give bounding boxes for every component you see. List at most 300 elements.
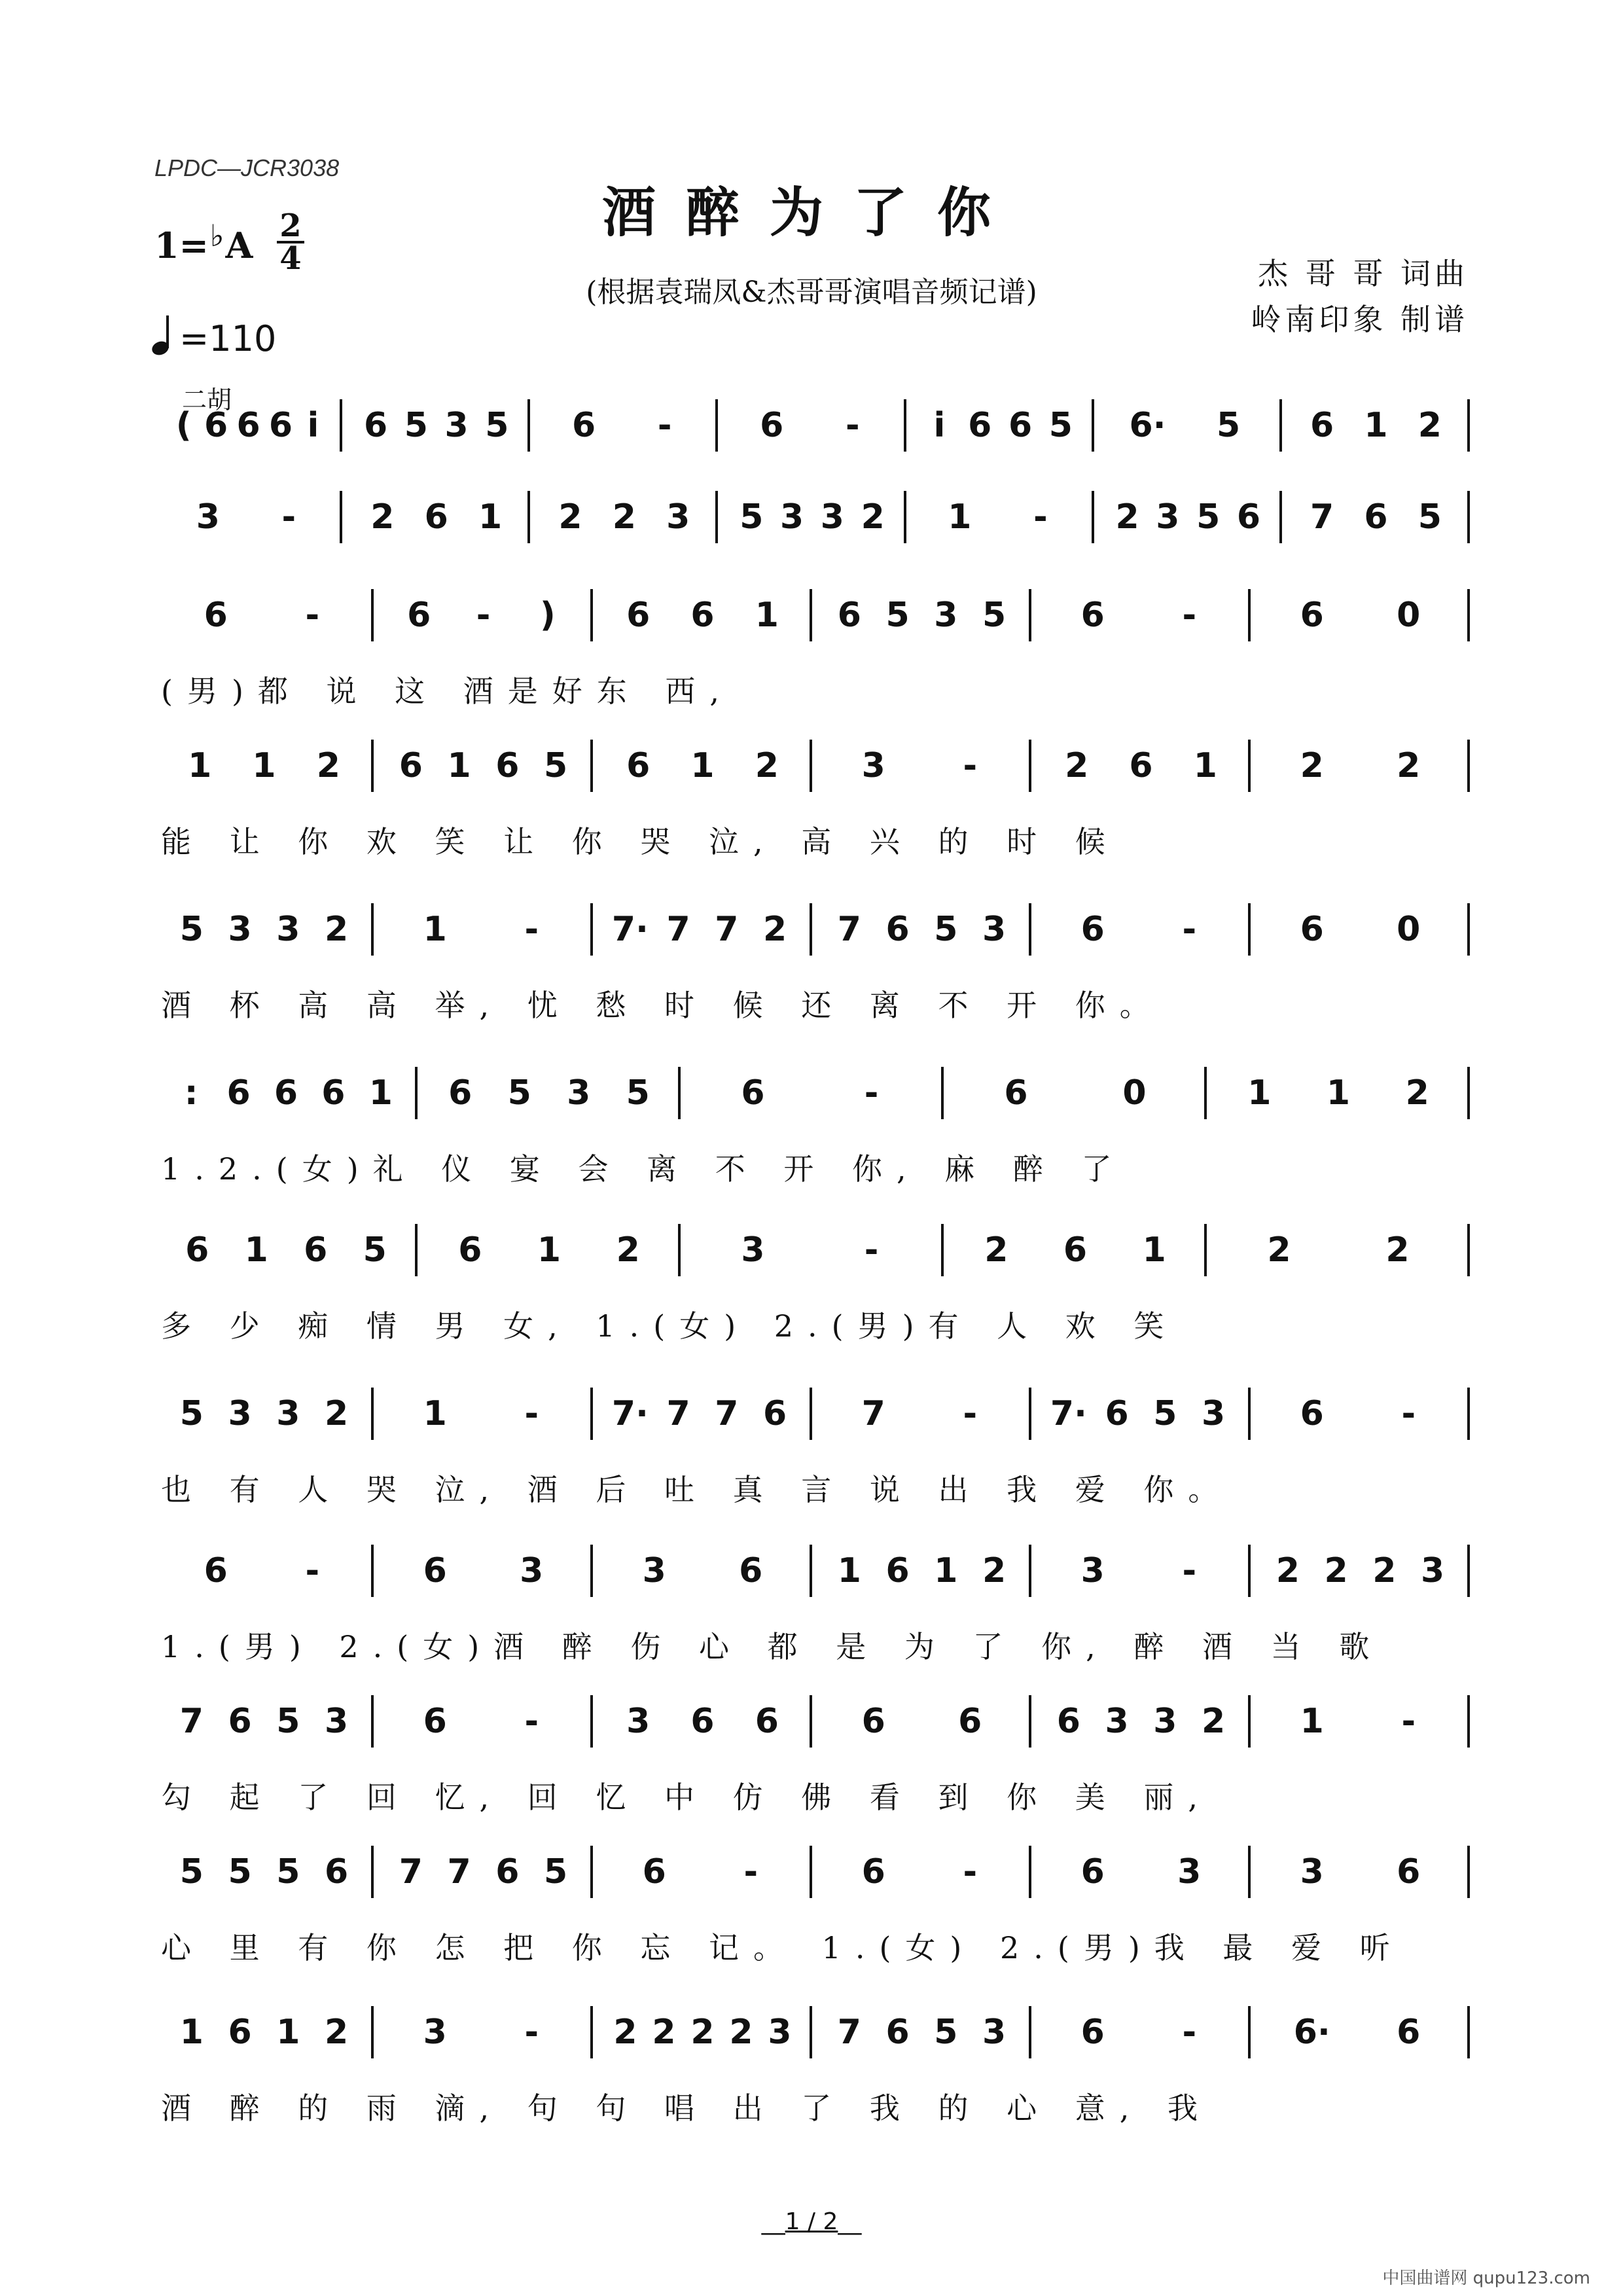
note: 6 bbox=[760, 406, 784, 445]
note: 2 bbox=[1115, 497, 1139, 537]
note: - bbox=[963, 746, 978, 785]
bar-line bbox=[1248, 1388, 1251, 1440]
note: 3 bbox=[820, 497, 844, 537]
note: 5 bbox=[276, 1702, 300, 1741]
note: 0 bbox=[1397, 910, 1421, 949]
note: 3 bbox=[325, 1702, 349, 1741]
note: 6 bbox=[885, 910, 910, 949]
credit-composer: 杰 哥 哥 词曲 bbox=[1258, 256, 1469, 291]
note: - bbox=[1033, 497, 1048, 537]
bar-line bbox=[941, 1067, 944, 1119]
note: 2 bbox=[763, 910, 787, 949]
note: 3 bbox=[780, 497, 804, 537]
note: 3 bbox=[982, 2013, 1007, 2052]
note: 1 bbox=[1193, 746, 1217, 785]
note: 3 bbox=[1300, 1852, 1324, 1892]
note: 5 bbox=[740, 497, 764, 537]
bar-line bbox=[1248, 589, 1251, 641]
note: 6 bbox=[204, 406, 228, 445]
note: 2 bbox=[982, 1551, 1007, 1590]
note: 6 bbox=[1300, 910, 1324, 949]
note: 6 bbox=[458, 1230, 482, 1270]
bar-line bbox=[1467, 1067, 1470, 1119]
note: 5 bbox=[1418, 497, 1442, 537]
bar-line bbox=[715, 491, 718, 543]
lyric-line: 也 有 人 哭 泣, 酒 后 吐 真 言 说 出 我 爱 你。 bbox=[161, 1472, 1233, 1507]
note: 3 bbox=[444, 406, 469, 445]
note: 3 bbox=[228, 910, 252, 949]
credit-arranger: 岭南印象 制谱 bbox=[1251, 302, 1469, 337]
note: 5 bbox=[626, 1073, 650, 1113]
note: 1 bbox=[948, 497, 972, 537]
note: 2 bbox=[1397, 746, 1421, 785]
note: 5 bbox=[982, 596, 1007, 635]
note: - bbox=[1182, 596, 1197, 635]
bar-line bbox=[810, 1695, 812, 1748]
note: - bbox=[524, 910, 539, 949]
note: 6 bbox=[1397, 1852, 1421, 1892]
note: - bbox=[743, 1852, 758, 1892]
tempo-marking: =110 bbox=[152, 318, 276, 359]
note: 6 bbox=[1080, 2013, 1105, 2052]
bar-line bbox=[1279, 491, 1282, 543]
note: 6 bbox=[626, 596, 651, 635]
bar-line bbox=[1467, 740, 1470, 792]
note: 2 bbox=[325, 910, 349, 949]
note: 1 bbox=[188, 746, 212, 785]
bar-line bbox=[590, 1388, 593, 1440]
song-subtitle: (根据袁瑞凤&杰哥哥演唱音频记谱) bbox=[586, 276, 1037, 309]
note: - bbox=[524, 1702, 539, 1741]
note: 7· bbox=[1050, 1394, 1087, 1433]
note: 7 bbox=[666, 1394, 690, 1433]
note: 7 bbox=[837, 910, 861, 949]
note: 2 bbox=[1324, 1551, 1348, 1590]
bar-line bbox=[590, 1846, 593, 1898]
lyric-line: 心 里 有 你 怎 把 你 忘 记。 1.(女) 2.(男)我 最 爱 听 bbox=[161, 1930, 1404, 1965]
bar-line bbox=[371, 2006, 374, 2058]
note: 3 bbox=[642, 1551, 666, 1590]
note: 6 bbox=[1008, 406, 1033, 445]
lyric-line: 酒 杯 高 高 举, 忧 愁 时 候 还 离 不 开 你。 bbox=[161, 988, 1164, 1023]
note: - bbox=[864, 1230, 879, 1270]
bar-line bbox=[715, 399, 718, 452]
bar-line bbox=[590, 2006, 593, 2058]
bar-line bbox=[1248, 2006, 1251, 2058]
note: 3 bbox=[982, 910, 1007, 949]
bar-line bbox=[1467, 1846, 1470, 1898]
bar-line bbox=[527, 491, 530, 543]
bar-line bbox=[1092, 491, 1094, 543]
lyric-line: (男)都 说 这 酒是好东 西, bbox=[161, 673, 734, 709]
bar-line bbox=[371, 1846, 374, 1898]
bar-line bbox=[371, 903, 374, 956]
note: 1 bbox=[1300, 1702, 1324, 1741]
note: 5 bbox=[507, 1073, 531, 1113]
note: i bbox=[933, 406, 946, 445]
note: 6 bbox=[226, 1073, 251, 1113]
key-signature: 1=♭A $\frac{2}{4}$ bbox=[154, 217, 304, 280]
lyric-line: 1.(男) 2.(女)酒 醉 伤 心 都 是 为 了 你, 醉 酒 当 歌 bbox=[161, 1629, 1384, 1664]
note: - bbox=[1182, 2013, 1197, 2052]
note: 1 bbox=[1247, 1073, 1272, 1113]
bar-line bbox=[1204, 1067, 1207, 1119]
note: 3 bbox=[934, 596, 958, 635]
note: 6 bbox=[690, 596, 715, 635]
note: 6 bbox=[228, 2013, 252, 2052]
bar-line bbox=[904, 399, 906, 452]
bar-line bbox=[810, 1545, 812, 1597]
note: 5 bbox=[276, 1852, 300, 1892]
note: 1 bbox=[478, 497, 503, 537]
note: 6 bbox=[185, 1230, 209, 1270]
note: 3 bbox=[276, 1394, 300, 1433]
note: 3 bbox=[1421, 1551, 1445, 1590]
bar-line bbox=[371, 1695, 374, 1748]
note: 2 bbox=[861, 497, 885, 537]
note: : bbox=[184, 1073, 198, 1113]
note: 1 bbox=[252, 746, 276, 785]
note: - bbox=[524, 1394, 539, 1433]
bar-line bbox=[1467, 1545, 1470, 1597]
note: - bbox=[476, 596, 491, 635]
note: 5 bbox=[934, 2013, 958, 2052]
note: 5 bbox=[485, 406, 509, 445]
bar-line bbox=[1248, 1846, 1251, 1898]
lyric-line: 勾 起 了 回 忆, 回 忆 中 仿 佛 看 到 你 美 丽, bbox=[161, 1780, 1212, 1815]
note: 1 bbox=[755, 596, 779, 635]
note: 6 bbox=[861, 1702, 885, 1741]
bar-line bbox=[371, 1545, 374, 1597]
note: 6 bbox=[763, 1394, 787, 1433]
note: - bbox=[305, 1551, 320, 1590]
note: 6 bbox=[274, 1073, 298, 1113]
bar-line bbox=[810, 903, 812, 956]
note: 7· bbox=[611, 1394, 649, 1433]
note: - bbox=[1182, 910, 1197, 949]
note: 3 bbox=[861, 746, 885, 785]
note: 6 bbox=[958, 1702, 982, 1741]
note: 1 bbox=[837, 1551, 861, 1590]
note: 1 bbox=[1142, 1230, 1166, 1270]
bar-line bbox=[1467, 1695, 1470, 1748]
lyric-line: 能 让 你 欢 笑 让 你 哭 泣, 高 兴 的 时 候 bbox=[161, 824, 1120, 859]
note: 3 bbox=[768, 2013, 792, 2052]
bar-line bbox=[1029, 740, 1031, 792]
note: 2 bbox=[1267, 1230, 1291, 1270]
watermark-logo: 中国曲谱网 qupu123.com bbox=[1382, 2269, 1590, 2288]
note: 6 bbox=[1397, 2013, 1421, 2052]
bar-line bbox=[810, 1388, 812, 1440]
note: 5 bbox=[544, 746, 568, 785]
note: 7 bbox=[1310, 497, 1334, 537]
bar-line bbox=[1248, 903, 1251, 956]
note: 6 bbox=[424, 497, 448, 537]
note: 2 bbox=[1405, 1073, 1429, 1113]
bar-line bbox=[1029, 903, 1031, 956]
note: 3 bbox=[1080, 1551, 1105, 1590]
note: 2 bbox=[1385, 1230, 1410, 1270]
note: 1 bbox=[1364, 406, 1388, 445]
note: - bbox=[524, 2013, 539, 2052]
note: 6 bbox=[885, 2013, 910, 2052]
note: 0 bbox=[1122, 1073, 1147, 1113]
note: 5 bbox=[363, 1230, 387, 1270]
bar-line bbox=[941, 1224, 944, 1276]
note: - bbox=[1182, 1551, 1197, 1590]
bar-line bbox=[810, 589, 812, 641]
note: 5 bbox=[885, 596, 910, 635]
note: 2 bbox=[1065, 746, 1089, 785]
bar-line bbox=[340, 491, 342, 543]
bar-line bbox=[590, 1695, 593, 1748]
note: 1 bbox=[934, 1551, 958, 1590]
bar-line bbox=[1467, 2006, 1470, 2058]
note: 6 bbox=[1364, 497, 1388, 537]
note: 6 bbox=[968, 406, 992, 445]
note: 5 bbox=[544, 1852, 568, 1892]
note: 6 bbox=[690, 1702, 715, 1741]
note: 2 bbox=[1275, 1551, 1300, 1590]
note: 2 bbox=[616, 1230, 640, 1270]
bar-line bbox=[904, 491, 906, 543]
note: 7 bbox=[837, 2013, 861, 2052]
note: ( bbox=[175, 406, 192, 445]
note: 1 bbox=[537, 1230, 562, 1270]
note: 3 bbox=[1156, 497, 1180, 537]
note: 6 bbox=[1300, 596, 1324, 635]
note: 3 bbox=[196, 497, 220, 537]
note: 2 bbox=[1202, 1702, 1226, 1741]
bar-line bbox=[1029, 2006, 1031, 2058]
note: - bbox=[1401, 1394, 1416, 1433]
note: 6 bbox=[321, 1073, 346, 1113]
bar-line bbox=[1248, 740, 1251, 792]
note: 3 bbox=[423, 2013, 447, 2052]
note: 3 bbox=[1202, 1394, 1226, 1433]
note: 6 bbox=[741, 1073, 765, 1113]
note: 7 bbox=[715, 1394, 739, 1433]
note: 6 bbox=[837, 596, 861, 635]
bar-line bbox=[1029, 1846, 1031, 1898]
note: 0 bbox=[1397, 596, 1421, 635]
note: 3 bbox=[666, 497, 690, 537]
note: 5 bbox=[179, 1394, 204, 1433]
note: 5 bbox=[1048, 406, 1073, 445]
note: 2 bbox=[613, 2013, 637, 2052]
bar-line bbox=[371, 740, 374, 792]
note: - bbox=[963, 1852, 978, 1892]
note: 5 bbox=[1196, 497, 1221, 537]
bar-line bbox=[1467, 903, 1470, 956]
bar-line bbox=[1204, 1224, 1207, 1276]
instrument-label: 二胡 bbox=[182, 386, 232, 414]
note: 2 bbox=[729, 2013, 753, 2052]
note: 6 bbox=[1056, 1702, 1080, 1741]
bar-line bbox=[371, 589, 374, 641]
note: 2 bbox=[325, 1394, 349, 1433]
note: 2 bbox=[984, 1230, 1008, 1270]
bar-line bbox=[1029, 1695, 1031, 1748]
bar-line bbox=[1029, 1388, 1031, 1440]
note: 2 bbox=[1300, 746, 1324, 785]
note: - bbox=[281, 497, 296, 537]
note: 2 bbox=[755, 746, 779, 785]
note: 6 bbox=[1080, 1852, 1105, 1892]
note: 1 bbox=[423, 910, 447, 949]
note: 1 bbox=[447, 746, 471, 785]
note: 6 bbox=[1129, 746, 1153, 785]
note: 6 bbox=[739, 1551, 763, 1590]
note: 2 bbox=[612, 497, 636, 537]
note: 5 bbox=[228, 1852, 252, 1892]
note: 1 bbox=[276, 2013, 300, 2052]
note: - bbox=[864, 1073, 879, 1113]
note: 2 bbox=[1372, 1551, 1397, 1590]
note: 5 bbox=[1153, 1394, 1177, 1433]
note: 6 bbox=[204, 1551, 228, 1590]
lyric-line: 多 少 痴 情 男 女, 1.(女) 2.(男)有 人 欢 笑 bbox=[161, 1308, 1179, 1344]
note: 7 bbox=[715, 910, 739, 949]
note: 3 bbox=[1177, 1852, 1202, 1892]
note: 2 bbox=[370, 497, 395, 537]
note: 7 bbox=[861, 1394, 885, 1433]
bar-line bbox=[1467, 589, 1470, 641]
note: 6 bbox=[304, 1230, 328, 1270]
note: 5 bbox=[934, 910, 958, 949]
bar-line bbox=[590, 589, 593, 641]
note: - bbox=[963, 1394, 978, 1433]
note: 2 bbox=[558, 497, 582, 537]
note: 2 bbox=[316, 746, 340, 785]
bar-line bbox=[1248, 1545, 1251, 1597]
note: 6 bbox=[448, 1073, 473, 1113]
note: 7 bbox=[666, 910, 690, 949]
note: 1 bbox=[690, 746, 715, 785]
note: 3 bbox=[626, 1702, 651, 1741]
note: 1 bbox=[1326, 1073, 1351, 1113]
note: 2 bbox=[1418, 406, 1442, 445]
note: 3 bbox=[1153, 1702, 1177, 1741]
note: 3 bbox=[741, 1230, 765, 1270]
note: 6 bbox=[495, 1852, 520, 1892]
note: ) bbox=[539, 596, 556, 635]
note: 6 bbox=[363, 406, 388, 445]
note: - bbox=[657, 406, 672, 445]
bar-line bbox=[678, 1224, 681, 1276]
time-signature: $\frac{2}{4}$ bbox=[277, 211, 304, 274]
song-title: 酒醉为了你 bbox=[601, 181, 1021, 244]
note: 1 bbox=[423, 1394, 447, 1433]
bar-line bbox=[1467, 491, 1470, 543]
note: 3 bbox=[228, 1394, 252, 1433]
note: - bbox=[1401, 1702, 1416, 1741]
score-code: LPDC—JCR3038 bbox=[154, 154, 340, 181]
note: 3 bbox=[1105, 1702, 1129, 1741]
note: 6 bbox=[399, 746, 423, 785]
bar-line bbox=[1029, 589, 1031, 641]
note: 7 bbox=[179, 1702, 204, 1741]
note: 6 bbox=[1080, 596, 1105, 635]
bar-line bbox=[1467, 399, 1470, 452]
bar-line bbox=[1092, 399, 1094, 452]
bar-line bbox=[810, 1846, 812, 1898]
bar-line bbox=[1279, 399, 1282, 452]
note: 7· bbox=[611, 910, 649, 949]
note: 5 bbox=[179, 1852, 204, 1892]
lyric-line: 酒 醉 的 雨 滴, 句 句 唱 出 了 我 的 心 意, 我 bbox=[161, 2090, 1212, 2126]
note: 5 bbox=[404, 406, 428, 445]
note: 6 bbox=[642, 1852, 666, 1892]
note: 3 bbox=[276, 910, 300, 949]
note: 5 bbox=[179, 910, 204, 949]
bar-line bbox=[810, 740, 812, 792]
note: 6 bbox=[423, 1702, 447, 1741]
note: 6 bbox=[1300, 1394, 1324, 1433]
bar-line bbox=[590, 903, 593, 956]
note: 7 bbox=[447, 1852, 471, 1892]
bar-line bbox=[590, 1545, 593, 1597]
note: 2 bbox=[325, 2013, 349, 2052]
note: 6 bbox=[885, 1551, 910, 1590]
note: - bbox=[305, 596, 320, 635]
note: 6 bbox=[861, 1852, 885, 1892]
note: 1 bbox=[179, 2013, 204, 2052]
note: 6 bbox=[1310, 406, 1334, 445]
note: 6 bbox=[236, 406, 260, 445]
note: 6 bbox=[325, 1852, 349, 1892]
note: 6 bbox=[204, 596, 228, 635]
bar-line bbox=[415, 1067, 418, 1119]
note: 6 bbox=[407, 596, 431, 635]
note: 6 bbox=[1080, 910, 1105, 949]
note: 6 bbox=[755, 1702, 779, 1741]
bar-line bbox=[810, 2006, 812, 2058]
note: 3 bbox=[520, 1551, 544, 1590]
note: 6 bbox=[495, 746, 520, 785]
bar-line bbox=[527, 399, 530, 452]
lyric-line: 1.2.(女)礼 仪 宴 会 离 不 开 你, 麻 醉 了 bbox=[161, 1151, 1126, 1187]
note: 6 bbox=[1004, 1073, 1028, 1113]
note: 3 bbox=[567, 1073, 591, 1113]
note: 6· bbox=[1129, 406, 1166, 445]
note: 1 bbox=[368, 1073, 393, 1113]
bar-line bbox=[1467, 1224, 1470, 1276]
note: - bbox=[845, 406, 860, 445]
note: 7 bbox=[399, 1852, 423, 1892]
bar-line bbox=[415, 1224, 418, 1276]
note: 6 bbox=[423, 1551, 447, 1590]
note: 6 bbox=[268, 406, 293, 445]
note: 6 bbox=[626, 746, 651, 785]
bar-line bbox=[590, 740, 593, 792]
bar-line bbox=[1467, 1388, 1470, 1440]
note: i bbox=[307, 406, 319, 445]
bar-line bbox=[678, 1067, 681, 1119]
note: 6 bbox=[1063, 1230, 1088, 1270]
note: 1 bbox=[244, 1230, 268, 1270]
note: 6 bbox=[1236, 497, 1261, 537]
note: 6 bbox=[1105, 1394, 1129, 1433]
bar-line bbox=[1029, 1545, 1031, 1597]
note: 5 bbox=[1216, 406, 1241, 445]
note: 2 bbox=[652, 2013, 676, 2052]
bar-line bbox=[340, 399, 342, 452]
note: 6 bbox=[571, 406, 596, 445]
note: 2 bbox=[690, 2013, 715, 2052]
page-number: __1 / 2__ bbox=[761, 2208, 862, 2235]
bar-line bbox=[1248, 1695, 1251, 1748]
